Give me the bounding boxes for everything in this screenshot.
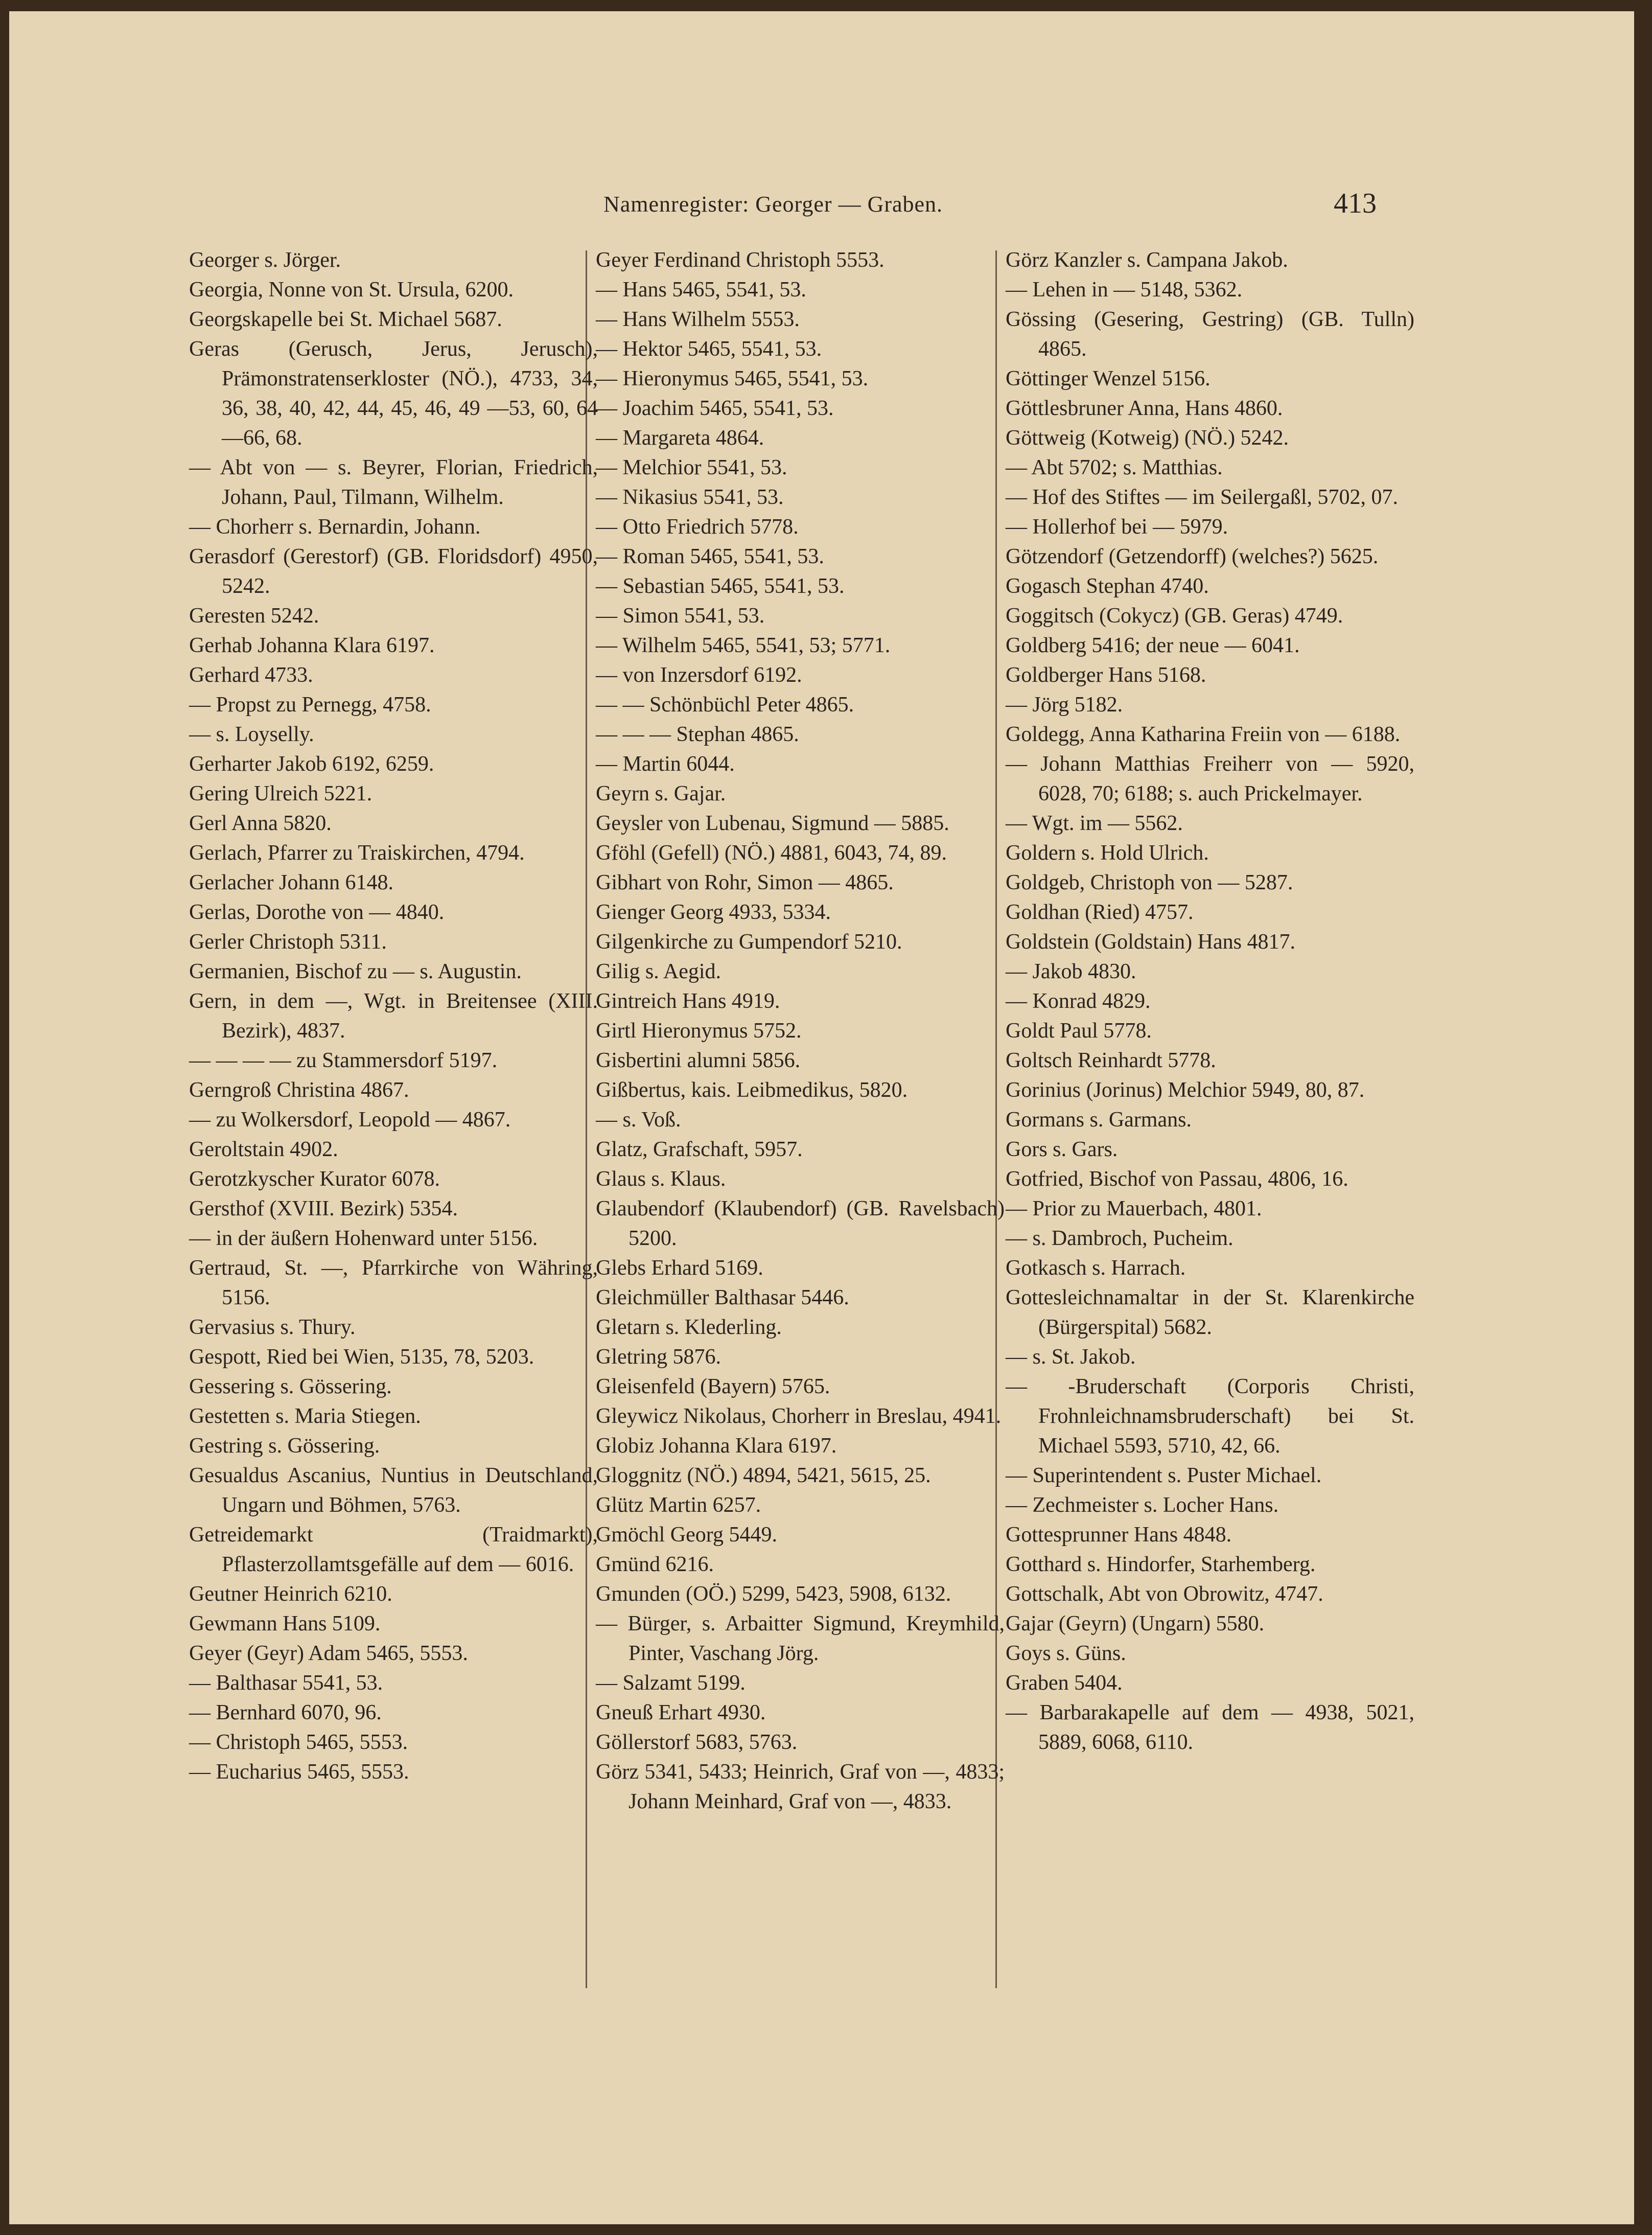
index-entry: — s. Loyselly. [189,723,314,746]
index-entry: Gerngroß Christina 4867. [189,1078,409,1102]
index-entry: Geras (Gerusch, Jerus, Jerusch), Prämonstratenserkloster (NÖ.), 4733, 34, 36, 38, 40, 42, 44, 45, 46, 49 —53, 60, 64—66, 68. [189,337,598,450]
index-entry: Gorinius (Jorinus) Melchior 5949, 80, 87. [1006,1078,1365,1102]
index-entry: — Melchior 5541, 53. [596,456,787,479]
index-entry: Gotthard s. Hindorfer, Starhemberg. [1006,1553,1316,1576]
index-entry: Goldberger Hans 5168. [1006,663,1206,687]
index-entry: — Eucharius 5465, 5553. [189,1760,409,1784]
index-entry: Gesualdus Ascanius, Nuntius in Deutschland, Ungarn und Böhmen, 5763. [189,1464,598,1517]
book-page [9,11,1634,2224]
index-entry: Gern, in dem —, Wgt. in Breitensee (XIII. Bezirk), 4837. [189,989,598,1043]
index-entry: — Balthasar 5541, 53. [189,1671,383,1695]
index-entry: — s. Dambroch, Pucheim. [1006,1227,1234,1250]
index-entry: Gössing (Gesering, Gestring) (GB. Tulln) 4865. [1006,308,1414,361]
index-entry: Gottschalk, Abt von Obrowitz, 4747. [1006,1582,1323,1606]
index-entry: — Bürger, s. Arbaitter Sigmund, Kreymhild, Pinter, Vaschang Jörg. [596,1612,1005,1665]
index-entry: Gisbertini alumni 5856. [596,1049,801,1072]
index-entry: Gleywicz Nikolaus, Chorherr in Breslau, 4941. [596,1404,1002,1428]
index-entry: Glaubendorf (Klaubendorf) (GB. Ravelsbach) 5200. [596,1197,1005,1250]
index-entry: Gerotzkyscher Kurator 6078. [189,1167,440,1191]
index-entry: Gajar (Geyrn) (Ungarn) 5580. [1006,1612,1265,1635]
index-entry: Gneuß Erhart 4930. [596,1701,766,1724]
index-entry: Gienger Georg 4933, 5334. [596,901,831,924]
index-entry: Göttlesbruner Anna, Hans 4860. [1006,397,1283,420]
index-entry: Gleisenfeld (Bayern) 5765. [596,1375,830,1398]
index-entry: Gertraud, St. —, Pfarrkirche von Währing, 5156. [189,1256,598,1309]
index-entry: Goldt Paul 5778. [1006,1019,1152,1043]
index-entry: Gerler Christoph 5311. [189,930,387,954]
index-entry: Gogasch Stephan 4740. [1006,574,1209,598]
index-entry: Goys s. Güns. [1006,1642,1126,1665]
index-entry: Gerhab Johanna Klara 6197. [189,634,435,657]
index-entry: — Wgt. im — 5562. [1006,812,1183,835]
index-entry: — Hans Wilhelm 5553. [596,308,800,331]
index-entry: — Martin 6044. [596,752,735,776]
index-entry: Gletarn s. Klederling. [596,1316,782,1339]
index-entry: — Sebastian 5465, 5541, 53. [596,574,845,598]
index-entry: — Chorherr s. Bernardin, Johann. [189,515,481,539]
index-entry: Gilgenkirche zu Gumpendorf 5210. [596,930,902,954]
index-entry: Gersthof (XVIII. Bezirk) 5354. [189,1197,458,1220]
index-entry: Glütz Martin 6257. [596,1493,761,1517]
index-entry: Gmünd 6216. [596,1553,714,1576]
index-entry: Gewmann Hans 5109. [189,1612,381,1635]
index-entry: Göttweig (Kotweig) (NÖ.) 5242. [1006,426,1289,450]
index-entry: — — — — zu Stammersdorf 5197. [189,1049,498,1072]
index-entry: — Propst zu Pernegg, 4758. [189,693,431,717]
index-entry: Göttinger Wenzel 5156. [1006,367,1211,390]
index-entry: — -Bruderschaft (Corporis Christi, Frohnleichnamsbruderschaft) bei St. Michael 5593, 5710, 42, 66. [1006,1375,1414,1458]
index-entry: Getreidemarkt (Traidmarkt), Pflasterzollamtsgefälle auf dem — 6016. [189,1523,598,1576]
index-entry: — Hof des Stiftes — im Seilergaßl, 5702, 07. [1006,486,1398,509]
index-entry: — Hans 5465, 5541, 53. [596,278,806,302]
index-entry: — Johann Matthias Freiherr von — 5920, 6028, 70; 6188; s. auch Prickelmayer. [1006,752,1414,805]
index-entry: — Simon 5541, 53. [596,604,765,628]
index-entry: Geroltstain 4902. [189,1138,338,1161]
index-entry: Gotkasch s. Harrach. [1006,1256,1186,1280]
index-entry: Görz 5341, 5433; Heinrich, Graf von —, 4833; Johann Meinhard, Graf von —, 4833. [596,1760,1005,1813]
index-entry: — Nikasius 5541, 53. [596,486,784,509]
index-entry: Gervasius s. Thury. [189,1316,356,1339]
index-entry: — Prior zu Mauerbach, 4801. [1006,1197,1262,1220]
index-entry: — Konrad 4829. [1006,989,1151,1013]
index-entry: Globiz Johanna Klara 6197. [596,1434,837,1458]
index-entry: — Bernhard 6070, 96. [189,1701,382,1724]
index-entry: Görz Kanzler s. Campana Jakob. [1006,248,1288,272]
index-entry: Goldhan (Ried) 4757. [1006,901,1194,924]
page-header [9,188,1634,227]
index-entry: — — — Stephan 4865. [596,723,799,746]
index-entry: — Abt 5702; s. Matthias. [1006,456,1223,479]
index-entry: Goldegg, Anna Katharina Freiin von — 6188. [1006,723,1401,746]
index-entry: Gerlach, Pfarrer zu Traiskirchen, 4794. [189,841,525,865]
index-entry: Georger s. Jörger. [189,248,341,272]
index-entry: — Otto Friedrich 5778. [596,515,799,539]
index-entry: — Abt von — s. Beyrer, Florian, Friedrich, Johann, Paul, Tilmann, Wilhelm. [189,456,598,509]
index-entry: — in der äußern Hohenward unter 5156. [189,1227,538,1250]
index-entry: Geyer (Geyr) Adam 5465, 5553. [189,1642,468,1665]
index-entry: Gißbertus, kais. Leibmedikus, 5820. [596,1078,908,1102]
index-entry: Goldgeb, Christoph von — 5287. [1006,871,1293,894]
index-entry: — Barbarakapelle auf dem — 4938, 5021, 5889, 6068, 6110. [1006,1701,1414,1754]
index-entry: — s. Voß. [596,1108,681,1132]
index-column-right [1006,245,1414,1757]
index-entry: — Margareta 4864. [596,426,764,450]
index-entry: Gors s. Gars. [1006,1138,1118,1161]
index-entry: Girtl Hieronymus 5752. [596,1019,802,1043]
index-entry: Gessering s. Gössering. [189,1375,392,1398]
index-entry: Goggitsch (Cokycz) (GB. Geras) 4749. [1006,604,1343,628]
index-entry: Göllerstorf 5683, 5763. [596,1731,798,1754]
index-entry: — Jakob 4830. [1006,960,1136,983]
index-entry: Gespott, Ried bei Wien, 5135, 78, 5203. [189,1345,534,1369]
index-entry: — zu Wolkersdorf, Leopold — 4867. [189,1108,511,1132]
index-entry: — s. St. Jakob. [1006,1345,1136,1369]
index-entry: Germanien, Bischof zu — s. Augustin. [189,960,522,983]
index-entry: Gottesprunner Hans 4848. [1006,1523,1232,1547]
index-entry: Gerhard 4733. [189,663,313,687]
index-entry: Gerasdorf (Gerestorf) (GB. Floridsdorf) 4950, 5242. [189,545,598,598]
index-entry: — von Inzersdorf 6192. [596,663,802,687]
index-entry: — Joachim 5465, 5541, 53. [596,397,834,420]
index-entry: — — Schönbüchl Peter 4865. [596,693,854,717]
index-entry: Gottesleichnamaltar in der St. Klarenkirche (Bürgerspital) 5682. [1006,1286,1414,1339]
index-column-left [189,245,598,1787]
index-entry: Gormans s. Garmans. [1006,1108,1192,1132]
index-entry: — Salzamt 5199. [596,1671,746,1695]
index-entry: — Wilhelm 5465, 5541, 53; 5771. [596,634,891,657]
index-entry: Gering Ulreich 5221. [189,782,373,805]
index-entry: — Hollerhof bei — 5979. [1006,515,1228,539]
index-entry: Goldstein (Goldstain) Hans 4817. [1006,930,1295,954]
index-entry: Geresten 5242. [189,604,319,628]
index-entry: Gerharter Jakob 6192, 6259. [189,752,434,776]
index-entry: Geyer Ferdinand Christoph 5553. [596,248,885,272]
index-entry: — Superintendent s. Puster Michael. [1006,1464,1322,1487]
index-entry: — Hektor 5465, 5541, 53. [596,337,822,361]
index-entry: Georgia, Nonne von St. Ursula, 6200. [189,278,514,302]
index-entry: Gilig s. Aegid. [596,960,722,983]
index-entry: Graben 5404. [1006,1671,1123,1695]
index-entry: — Lehen in — 5148, 5362. [1006,278,1243,302]
index-entry: Gestring s. Gössering. [189,1434,380,1458]
index-entry: Gerlacher Johann 6148. [189,871,394,894]
index-entry: Geutner Heinrich 6210. [189,1582,392,1606]
index-entry: Götzendorf (Getzendorff) (welches?) 5625. [1006,545,1379,568]
index-entry: Geysler von Lubenau, Sigmund — 5885. [596,812,949,835]
index-entry: — Hieronymus 5465, 5541, 53. [596,367,869,390]
index-entry: Gintreich Hans 4919. [596,989,780,1013]
index-entry: Gotfried, Bischof von Passau, 4806, 16. [1006,1167,1348,1191]
index-entry: Glaus s. Klaus. [596,1167,726,1191]
index-entry: Gloggnitz (NÖ.) 4894, 5421, 5615, 25. [596,1464,931,1487]
index-entry: — Roman 5465, 5541, 53. [596,545,824,568]
index-entry: Glebs Erhard 5169. [596,1256,763,1280]
index-entry: Goldberg 5416; der neue — 6041. [1006,634,1300,657]
running-title: Namenregister: Georger — Graben. [603,192,943,217]
index-entry: Glatz, Grafschaft, 5957. [596,1138,803,1161]
index-entry: Gerl Anna 5820. [189,812,332,835]
index-entry: Goldern s. Hold Ulrich. [1006,841,1209,865]
index-entry: — Jörg 5182. [1006,693,1123,717]
index-entry: Gleichmüller Balthasar 5446. [596,1286,849,1309]
index-entry: Gmöchl Georg 5449. [596,1523,778,1547]
page-number: 413 [1334,188,1377,219]
index-entry: — Christoph 5465, 5553. [189,1731,408,1754]
index-entry: Goltsch Reinhardt 5778. [1006,1049,1216,1072]
index-column-middle [596,245,1005,1816]
index-entry: Gmunden (OÖ.) 5299, 5423, 5908, 6132. [596,1582,951,1606]
index-entry: Gibhart von Rohr, Simon — 4865. [596,871,894,894]
index-entry: Gerlas, Dorothe von — 4840. [189,901,445,924]
index-entry: — Zechmeister s. Locher Hans. [1006,1493,1279,1517]
index-entry: Gletring 5876. [596,1345,721,1369]
index-entry: Geyrn s. Gajar. [596,782,726,805]
index-entry: Georgskapelle bei St. Michael 5687. [189,308,502,331]
index-entry: Gestetten s. Maria Stiegen. [189,1404,421,1428]
index-entry: Gföhl (Gefell) (NÖ.) 4881, 6043, 74, 89. [596,841,947,865]
